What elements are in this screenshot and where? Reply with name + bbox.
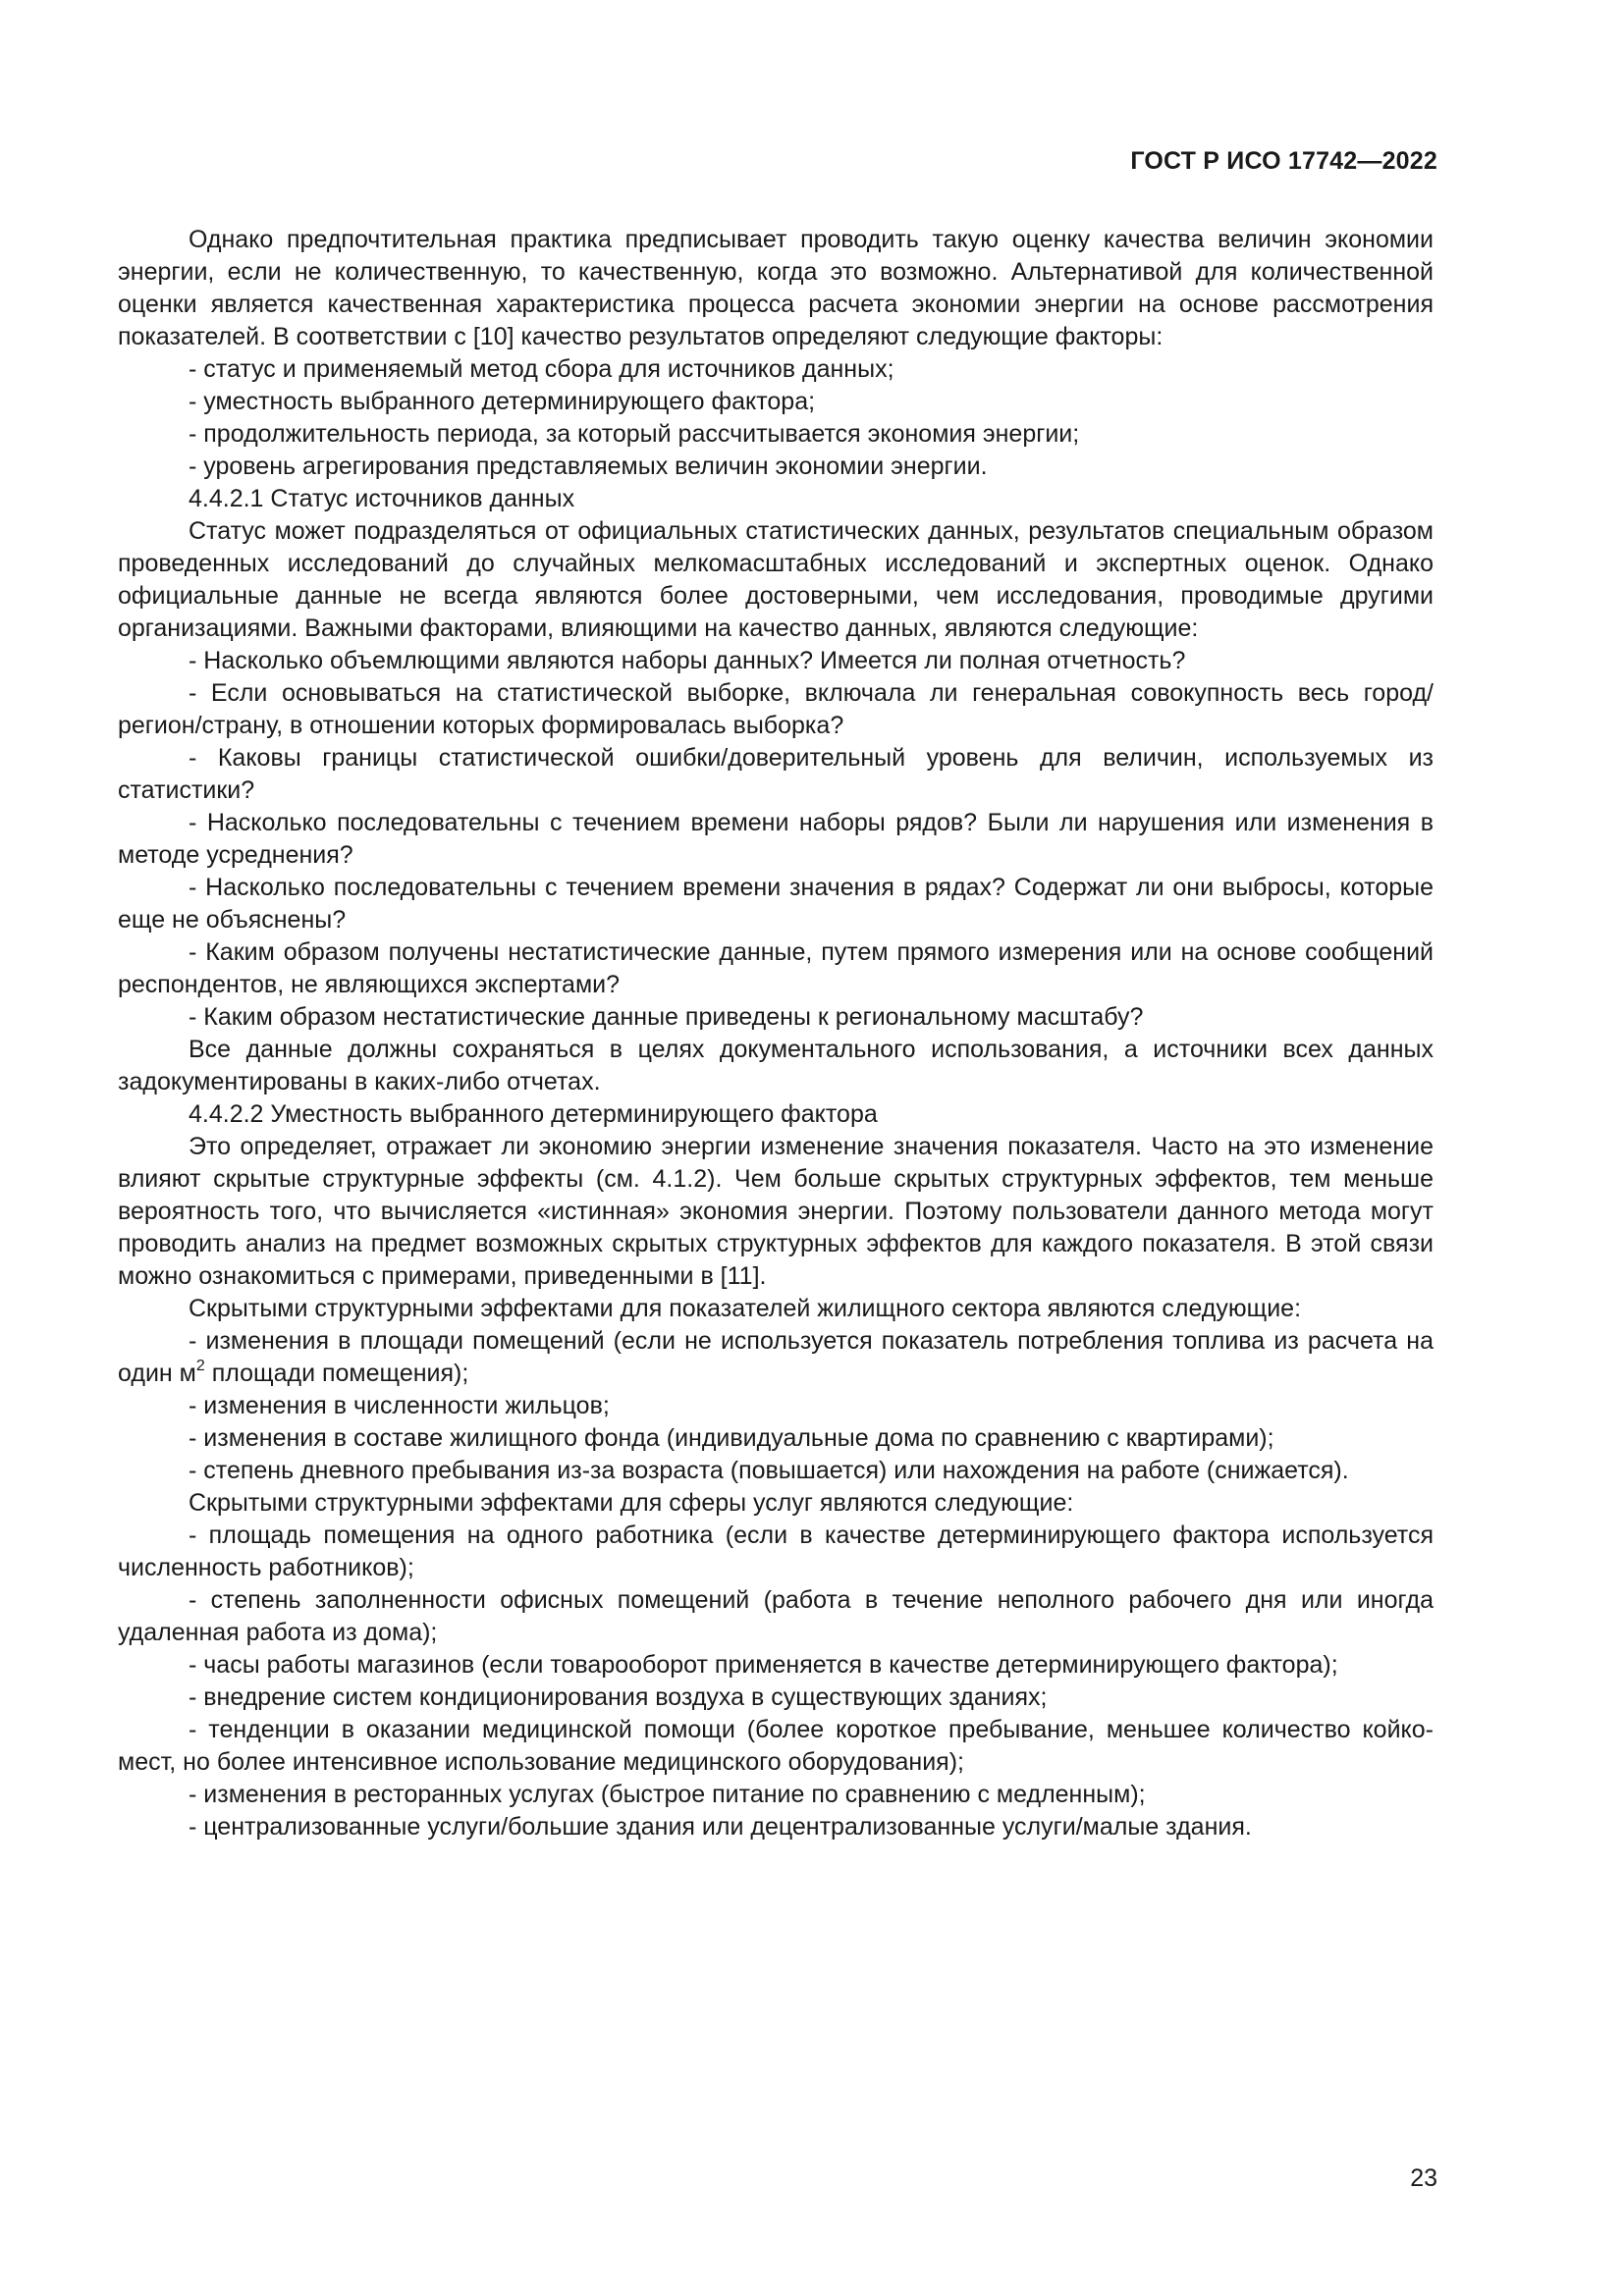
paragraph: Однако предпочтительная практика предписывает проводить такую оценку качества величин экономии энергии, если не количественную, то качественную, когда это возможно. Альтернативой для количественной оценки является качественная характеристика процесса расчета экономии энергии на основе рассмотрения показателей. В соответствии с [10] качество результатов определяют следующие факторы:	[118, 226, 1434, 350]
list-item-text: площади помещения);	[204, 1360, 469, 1387]
paragraph: Скрытыми структурными эффектами для сферы услуг являются следующие:	[189, 1489, 1074, 1517]
paragraph: Это определяет, отражает ли экономию энергии изменение значения показателя. Часто на это изменение влияют скрытые структурные эффекты (см. 4.1.2). Чем больше скрытых структурных эффектов, тем меньше вероятность того, что вычисляется «истинная» экономия энергии. Поэтому пользователи данного метода могут проводить анализ на предмет возможных скрытых структурных эффектов для каждого показателя. В этой связи можно ознакомиться с примерами, приведенными в [11].	[118, 1133, 1434, 1290]
list-item: - уместность выбранного детерминирующего фактора;	[189, 388, 816, 415]
list-item: - степень заполненности офисных помещений (работа в течение неполного рабочего дня или иногда удаленная работа из дома);	[118, 1586, 1434, 1646]
list-item: - Если основываться на статистической выборке, включала ли генеральная совокупность весь город/регион/страну, в отношении которых формировалась выборка?	[118, 679, 1434, 739]
paragraph: Статус может подразделяться от официальных статистических данных, результатов специальным образом проведенных исследований до случайных мелкомасштабных исследований и экспертных оценок. Однако официальные данные не всегда являются более достоверными, чем исследования, проводимые другими организациями. Важными факторами, влияющими на качество данных, являются следующие:	[118, 517, 1434, 642]
list-item: - изменения в ресторанных услугах (быстрое питание по сравнению с медленным);	[189, 1781, 1146, 1808]
section-heading: 4.4.2.1 Статус источников данных	[189, 485, 575, 512]
list-item: - степень дневного пребывания из-за возраста (повышается) или нахождения на работе (снижается).	[189, 1457, 1349, 1484]
paragraph: Скрытыми структурными эффектами для показателей жилищного сектора являются следующие:	[189, 1295, 1302, 1322]
list-item: - Каким образом нестатистические данные приведены к региональному масштабу?	[189, 1003, 1144, 1031]
list-item: - Каким образом получены нестатистические данные, путем прямого измерения или на основе сообщений респондентов, не являющихся экспертами?	[118, 938, 1434, 998]
list-item: - продолжительность периода, за который рассчитывается экономия энергии;	[189, 420, 1080, 448]
list-item: - Насколько последовательны с течением времени наборы рядов? Были ли нарушения или изменения в методе усреднения?	[118, 809, 1434, 869]
superscript: 2	[195, 1357, 205, 1374]
list-item: - внедрение систем кондиционирования воздуха в существующих зданиях;	[189, 1683, 1048, 1711]
list-item-text: - изменения в площади помещений (если не используется показатель потребления топлива из расчета на один м	[118, 1327, 1434, 1387]
standard-header: ГОСТ Р ИСО 17742—2022	[1130, 147, 1437, 175]
list-item	[118, 1325, 1434, 1390]
list-item: - изменения в составе жилищного фонда (индивидуальные дома по сравнению с квартирами);	[189, 1424, 1274, 1452]
paragraph: Все данные должны сохраняться в целях документального использования, а источники всех данных задокументированы в каких-либо отчетах.	[118, 1036, 1434, 1095]
section-heading: 4.4.2.2 Уместность выбранного детерминирующего фактора	[189, 1100, 878, 1128]
list-item: - Каковы границы статистической ошибки/доверительный уровень для величин, используемых из статистики?	[118, 744, 1434, 804]
list-item: - изменения в численности жильцов;	[189, 1392, 610, 1419]
list-item: - часы работы магазинов (если товарооборот применяется в качестве детерминирующего фактора);	[189, 1651, 1338, 1679]
list-item: - централизованные услуги/большие здания или децентрализованные услуги/малые здания.	[189, 1813, 1252, 1841]
list-item: - площадь помещения на одного работника (если в качестве детерминирующего фактора используется численность работников);	[118, 1522, 1434, 1581]
list-item: - Насколько объемлющими являются наборы данных? Имеется ли полная отчетность?	[189, 647, 1186, 674]
list-item: - статус и применяемый метод сбора для источников данных;	[189, 355, 894, 383]
document-body	[118, 224, 1434, 1843]
list-item: - уровень агрегирования представляемых величин экономии энергии.	[189, 453, 988, 480]
list-item: - Насколько последовательны с течением времени значения в рядах? Содержат ли они выбросы, которые еще не объяснены?	[118, 874, 1434, 934]
page-number: 23	[1410, 2164, 1437, 2192]
list-item: - тенденции в оказании медицинской помощи (более короткое пребывание, меньшее количество койко-мест, но более интенсивное использование медицинского оборудования);	[118, 1716, 1434, 1776]
